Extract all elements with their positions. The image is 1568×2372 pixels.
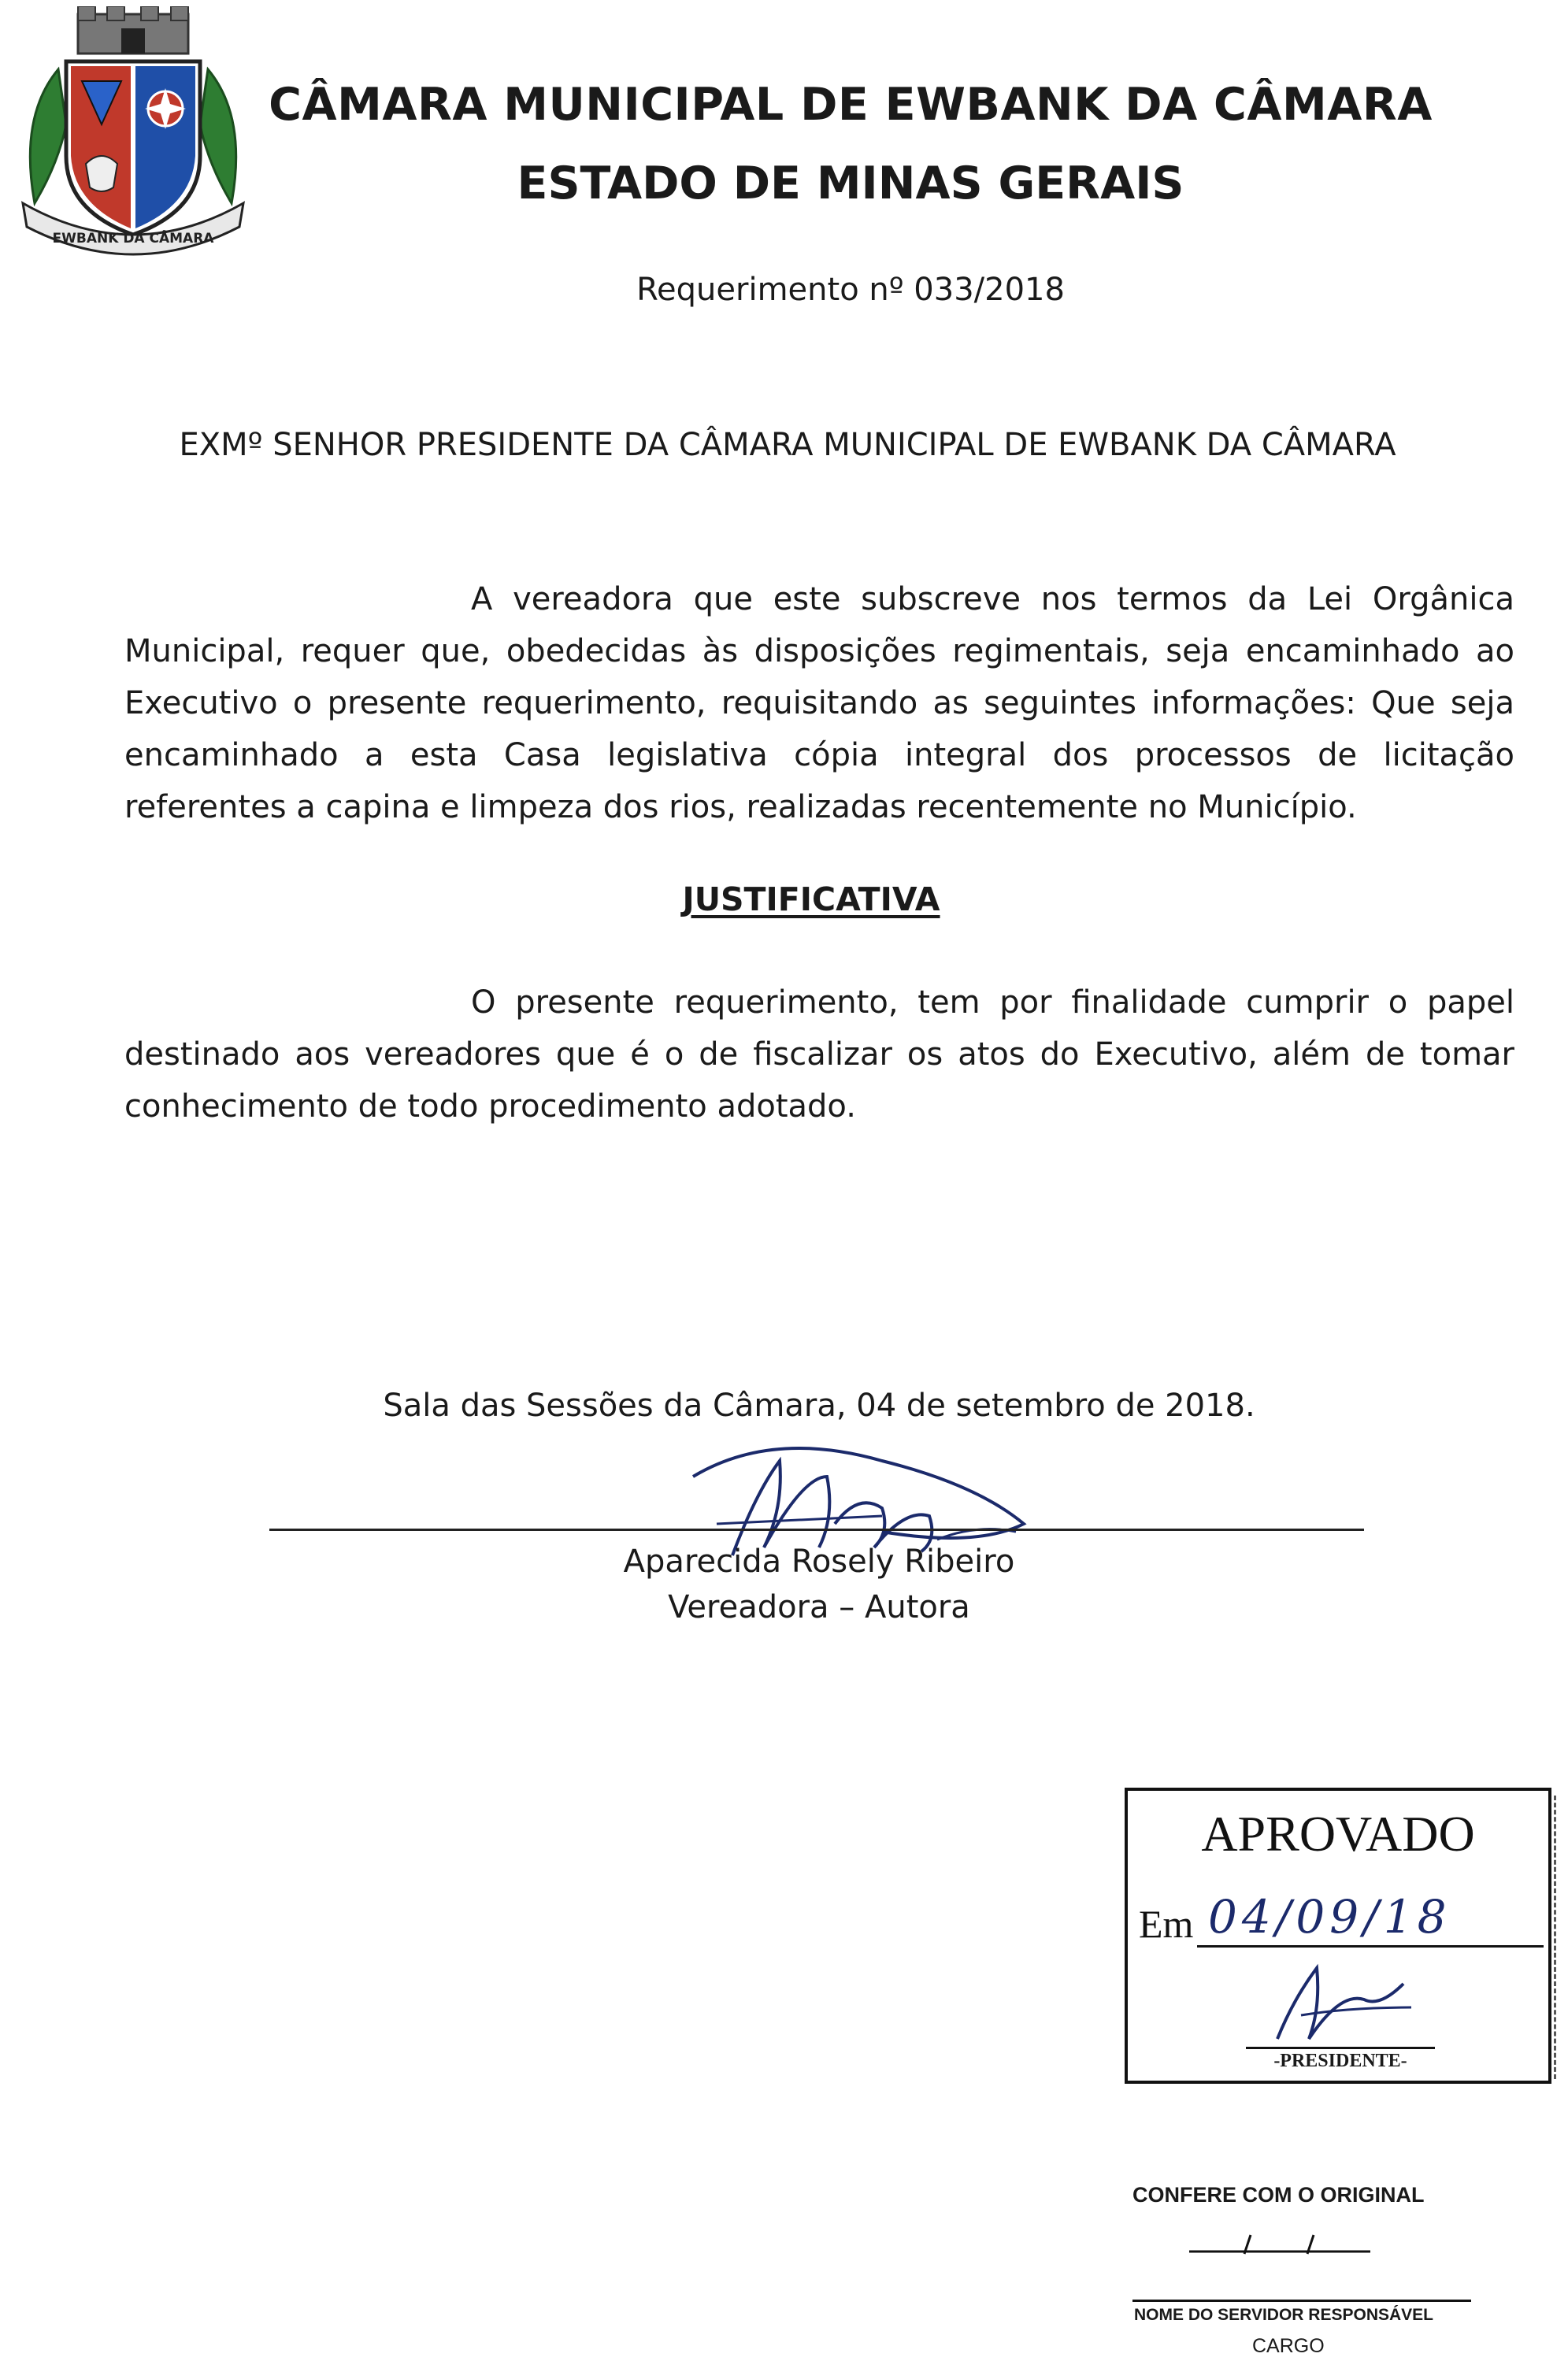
place-date: Sala das Sessões da Câmara, 04 de setembro de 2018. xyxy=(383,1388,1255,1424)
confere-date-blank xyxy=(1189,2232,1370,2255)
addressee: EXMº SENHOR PRESIDENTE DA CÂMARA MUNICIPAL DE EWBANK DA CÂMARA xyxy=(179,427,1396,463)
signature-line xyxy=(269,1529,1364,1531)
crest-ribbon-text: EWBANK DA CÂMARA xyxy=(52,231,214,246)
signatory-name: Aparecida Rosely Ribeiro xyxy=(623,1544,1015,1580)
body-paragraph-1: A vereadora que este subscreve nos termos da Lei Orgânica Municipal, requer que, obedecidas às disposições regimentais, seja encaminhado ao Executivo o presente requerimento, requisitando as seguintes informações: Que seja encaminhado a esta Casa legislativa cópia integral dos processos de licitação referentes a capina e limpeza dos rios, realizadas recentemente no Município. xyxy=(124,581,1514,825)
cargo-label: CARGO xyxy=(1252,2335,1325,2357)
stamp-title: APROVADO xyxy=(1201,1806,1475,1862)
stamp-date: 04/09/18 xyxy=(1208,1890,1451,1944)
approval-stamp xyxy=(1125,1788,1551,2084)
header-subtitle: ESTADO DE MINAS GERAIS xyxy=(517,158,1184,209)
stamp-date-line xyxy=(1197,1945,1544,1948)
municipal-crest-icon xyxy=(11,6,255,266)
stamp-president-label: -PRESIDENTE- xyxy=(1246,2047,1435,2072)
justificativa-heading-text: JUSTIFICATIVA xyxy=(682,880,940,918)
stamp-em-label: Em xyxy=(1139,1902,1194,1946)
president-signature-icon xyxy=(1246,1952,1435,2047)
servidor-line xyxy=(1132,2300,1471,2302)
justificativa-heading xyxy=(473,880,1150,918)
header-title: CÂMARA MUNICIPAL DE EWBANK DA CÂMARA xyxy=(269,79,1433,131)
servidor-label: NOME DO SERVIDOR RESPONSÁVEL xyxy=(1134,2306,1434,2324)
confere-label: CONFERE COM O ORIGINAL xyxy=(1132,2183,1425,2207)
body-paragraph-2: O presente requerimento, tem por finalidade cumprir o papel destinado aos vereadores que é o de fiscalizar os atos do Executivo, além de tomar conhecimento de todo procedimento adotado. xyxy=(124,984,1514,1125)
signatory-role: Vereadora – Autora xyxy=(668,1589,970,1625)
requerimento-number: Requerimento nº 033/2018 xyxy=(636,272,1065,308)
